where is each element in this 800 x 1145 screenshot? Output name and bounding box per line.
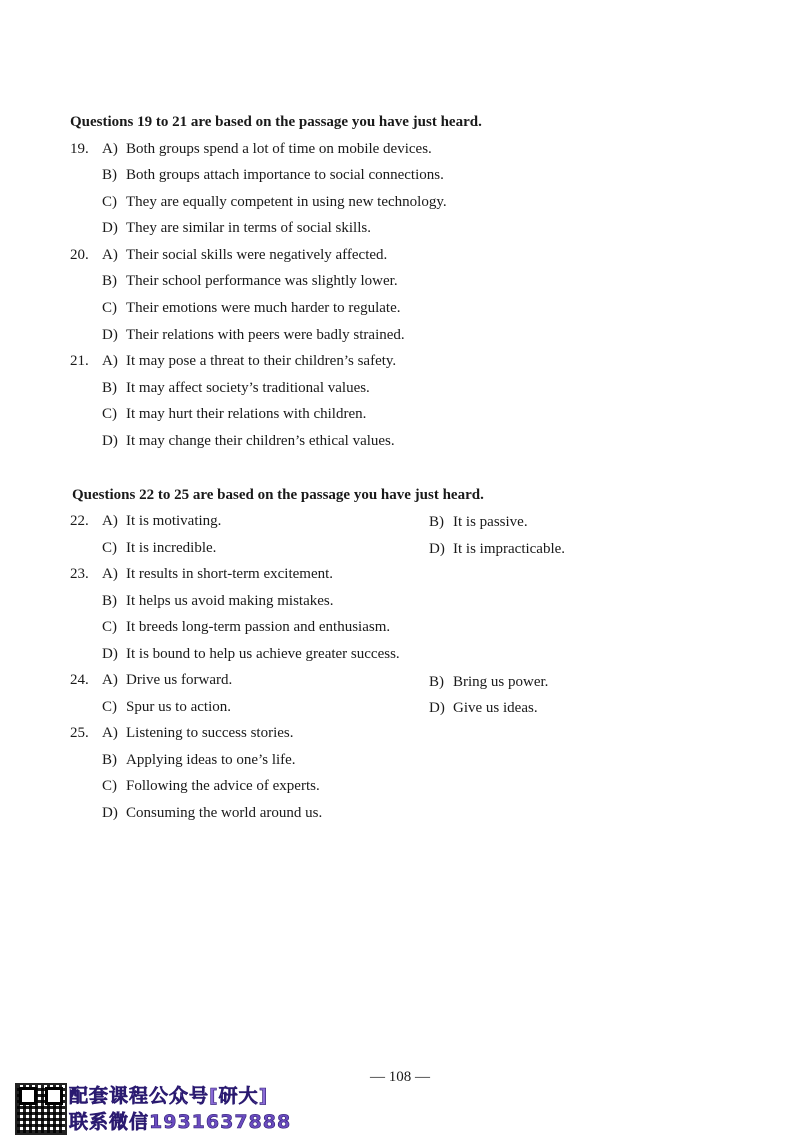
section-heading-19-21: Questions 19 to 21 are based on the passage you have just heard. [70, 114, 482, 130]
option-20-c [102, 300, 400, 317]
option-letter: C) [102, 778, 117, 794]
option-text: It may hurt their relations with children. [126, 406, 367, 422]
option-25-d [102, 805, 322, 822]
question-number-21: 21. [70, 353, 89, 369]
option-letter: B) [429, 674, 444, 690]
option-letter: A) [102, 672, 118, 688]
option-letter: C) [102, 194, 117, 210]
option-text: Their school performance was slightly lower. [126, 273, 398, 289]
option-letter: D) [102, 805, 118, 821]
option-letter: B) [102, 593, 117, 609]
question-number-23: 23. [70, 566, 89, 582]
watermark-line-2: 联系微信1931637888 [69, 1111, 292, 1133]
option-letter: D) [102, 220, 118, 236]
option-letter: C) [102, 619, 117, 635]
option-letter: A) [102, 141, 118, 157]
option-24-a [102, 672, 232, 689]
option-19-b [102, 167, 444, 184]
option-19-a [102, 141, 432, 158]
option-text: It breeds long-term passion and enthusiasm. [126, 619, 391, 635]
question-number-24: 24. [70, 672, 89, 688]
option-22-b [429, 514, 528, 531]
watermark-line-1: 配套课程公众号[研大] [69, 1085, 269, 1107]
option-text: Following the advice of experts. [126, 778, 320, 794]
option-letter: B) [102, 273, 117, 289]
option-text: It is incredible. [126, 540, 217, 556]
option-text: Their social skills were negatively affected. [126, 247, 388, 263]
question-number-25: 25. [70, 725, 89, 741]
option-23-c [102, 619, 390, 636]
option-20-a [102, 247, 387, 264]
option-letter: D) [102, 646, 118, 662]
option-letter: B) [429, 514, 444, 530]
option-letter: C) [102, 300, 117, 316]
option-text: It may pose a threat to their children’s safety. [126, 353, 397, 369]
option-25-c [102, 778, 320, 795]
option-text: It helps us avoid making mistakes. [126, 593, 334, 609]
question-number-20: 20. [70, 247, 89, 263]
option-19-d [102, 220, 371, 237]
option-letter: B) [102, 167, 117, 183]
option-letter: A) [102, 725, 118, 741]
option-23-b [102, 593, 333, 610]
option-text: Both groups attach importance to social connections. [126, 167, 444, 183]
option-text: Their emotions were much harder to regulate. [126, 300, 401, 316]
option-21-d [102, 433, 395, 450]
option-25-a [102, 725, 293, 742]
option-23-a [102, 566, 333, 583]
option-letter: D) [102, 433, 118, 449]
option-text: Consuming the world around us. [126, 805, 323, 821]
page-number: — 108 — [370, 1069, 430, 1085]
option-letter: D) [429, 541, 445, 557]
option-text: It is impracticable. [453, 541, 566, 557]
option-text: It is passive. [453, 514, 528, 530]
option-text: They are similar in terms of social skills. [126, 220, 371, 236]
option-letter: C) [102, 540, 117, 556]
option-21-b [102, 380, 370, 397]
option-24-b [429, 674, 548, 691]
option-text: It is motivating. [126, 513, 222, 529]
qr-code-icon [15, 1083, 67, 1135]
option-letter: D) [102, 327, 118, 343]
option-21-c [102, 406, 366, 423]
question-number-19: 19. [70, 141, 89, 157]
option-text: It results in short-term excitement. [126, 566, 334, 582]
option-letter: A) [102, 513, 118, 529]
option-22-a [102, 513, 221, 530]
option-text: Applying ideas to one’s life. [126, 752, 296, 768]
option-23-d [102, 646, 400, 663]
option-22-d [429, 541, 565, 558]
option-text: Their relations with peers were badly strained. [126, 327, 405, 343]
watermark-footer [15, 1083, 315, 1135]
option-20-d [102, 327, 405, 344]
option-letter: D) [429, 700, 445, 716]
option-text: Spur us to action. [126, 699, 231, 715]
option-text: It may change their children’s ethical values. [126, 433, 395, 449]
option-letter: B) [102, 752, 117, 768]
option-text: It is bound to help us achieve greater success. [126, 646, 400, 662]
option-21-a [102, 353, 396, 370]
option-letter: A) [102, 566, 118, 582]
option-20-b [102, 273, 398, 290]
option-letter: A) [102, 247, 118, 263]
option-letter: A) [102, 353, 118, 369]
option-text: Drive us forward. [126, 672, 233, 688]
option-24-c [102, 699, 231, 716]
option-22-c [102, 540, 216, 557]
option-25-b [102, 752, 296, 769]
option-text: They are equally competent in using new technology. [126, 194, 447, 210]
option-text: Listening to success stories. [126, 725, 294, 741]
option-24-d [429, 700, 538, 717]
option-letter: C) [102, 406, 117, 422]
option-text: Bring us power. [453, 674, 549, 690]
question-number-22: 22. [70, 513, 89, 529]
option-letter: B) [102, 380, 117, 396]
option-letter: C) [102, 699, 117, 715]
option-text: Give us ideas. [453, 700, 538, 716]
option-19-c [102, 194, 447, 211]
section-heading-22-25: Questions 22 to 25 are based on the passage you have just heard. [72, 487, 484, 503]
option-text: It may affect society’s traditional values. [126, 380, 370, 396]
option-text: Both groups spend a lot of time on mobile devices. [126, 141, 432, 157]
